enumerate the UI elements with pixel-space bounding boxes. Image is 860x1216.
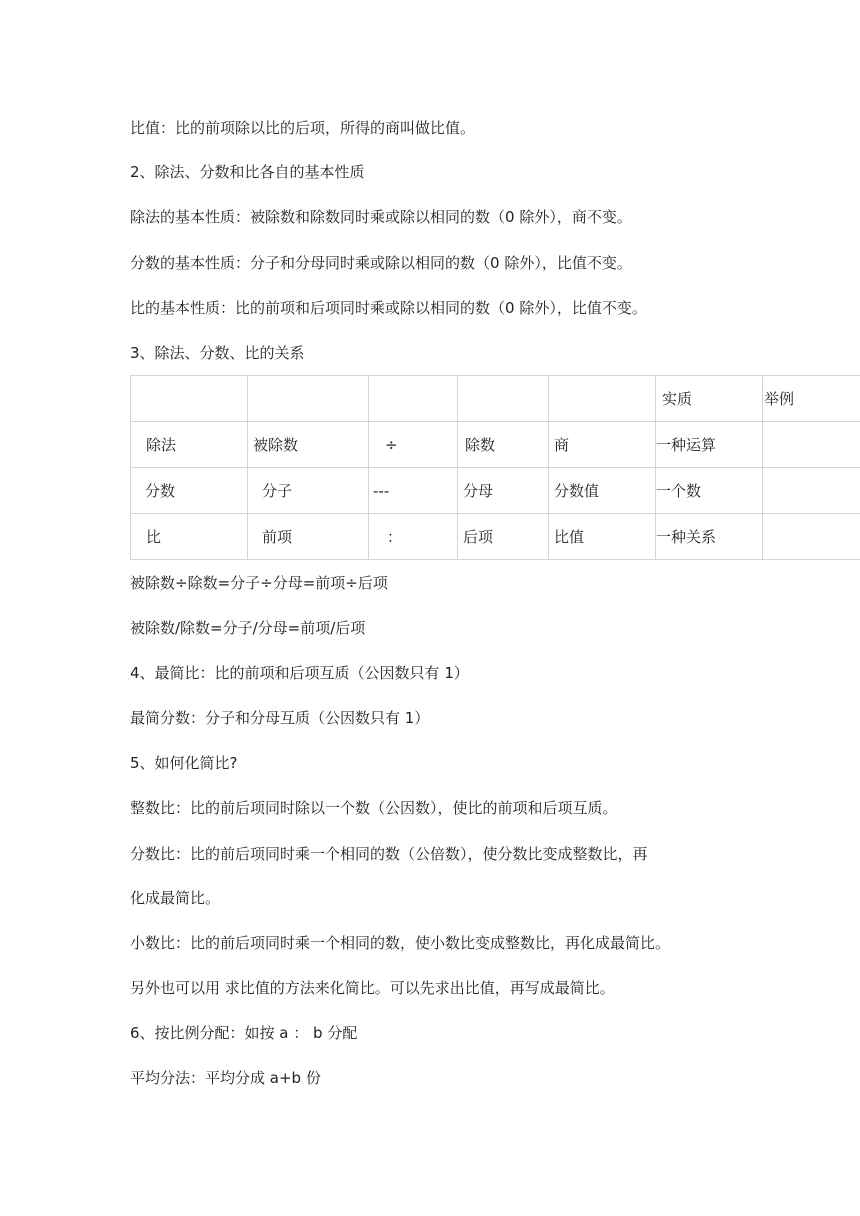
table-cell: --- xyxy=(369,468,458,514)
table-cell xyxy=(369,376,458,422)
table-row xyxy=(131,514,860,560)
paragraph-simplest-fraction: 最简分数：分子和分母互质（公因数只有 1） xyxy=(130,709,430,727)
table-row xyxy=(131,468,860,514)
table-cell: ÷ xyxy=(369,422,458,468)
paragraph-even-split: 平均分法：平均分成 a+b 份 xyxy=(130,1069,321,1087)
table-cell xyxy=(458,376,549,422)
paragraph-alternative-method: 另外也可以用 求比值的方法来化简比。可以先求出比值，再写成最简比。 xyxy=(130,979,615,997)
heading-proportional-distribution: 6、按比例分配：如按 a ： b 分配 xyxy=(130,1024,358,1042)
paragraph-ratio-value: 比值：比的前项除以比的后项，所得的商叫做比值。 xyxy=(130,119,476,137)
table-cell: 除法 xyxy=(131,422,248,468)
table-cell xyxy=(549,376,656,422)
table-cell: 分子 xyxy=(248,468,369,514)
table-cell: 比 xyxy=(131,514,248,560)
heading-simplest-ratio: 4、最简比：比的前项和后项互质（公因数只有 1） xyxy=(130,664,469,682)
table-cell: 除数 xyxy=(458,422,549,468)
table-cell: 后项 xyxy=(458,514,549,560)
heading-how-to-simplify: 5、如何化简比? xyxy=(130,754,238,772)
paragraph-ratio-property: 比的基本性质：比的前项和后项同时乘或除以相同的数（0 除外），比值不变。 xyxy=(130,299,647,317)
table-cell: 被除数 xyxy=(248,422,369,468)
table-cell: 前项 xyxy=(248,514,369,560)
table-cell: 一种关系 xyxy=(656,514,763,560)
formula-division: 被除数÷除数=分子÷分母=前项÷后项 xyxy=(130,574,388,592)
table-cell: 分数值 xyxy=(549,468,656,514)
paragraph-fraction-ratio-cont: 化成最简比。 xyxy=(130,889,221,907)
table-cell xyxy=(763,468,860,514)
paragraph-integer-ratio: 整数比：比的前后项同时除以一个数（公因数），使比的前项和后项互质。 xyxy=(130,799,618,817)
paragraph-fraction-ratio: 分数比：比的前后项同时乘一个相同的数（公倍数），使分数比变成整数比，再 xyxy=(130,845,648,863)
table-cell: 一种运算 xyxy=(656,422,763,468)
heading-basic-properties: 2、除法、分数和比各自的基本性质 xyxy=(130,163,365,181)
table-cell: 商 xyxy=(549,422,656,468)
paragraph-division-property: 除法的基本性质：被除数和除数同时乘或除以相同的数（0 除外），商不变。 xyxy=(130,208,632,226)
table-cell xyxy=(248,376,369,422)
table-header-row xyxy=(131,376,860,422)
table-header-example: 举例 xyxy=(763,376,860,422)
table-row xyxy=(131,422,860,468)
table-cell: 比值 xyxy=(549,514,656,560)
relationship-table xyxy=(130,375,860,560)
table-cell xyxy=(763,422,860,468)
table-cell: ： xyxy=(369,514,458,560)
table-cell: 分母 xyxy=(458,468,549,514)
formula-slash: 被除数/除数=分子/分母=前项/后项 xyxy=(130,619,366,637)
table-cell xyxy=(131,376,248,422)
paragraph-decimal-ratio: 小数比：比的前后项同时乘一个相同的数，使小数比变成整数比，再化成最简比。 xyxy=(130,934,671,952)
table-cell: 一个数 xyxy=(656,468,763,514)
table-cell xyxy=(763,514,860,560)
paragraph-fraction-property: 分数的基本性质：分子和分母同时乘或除以相同的数（0 除外），比值不变。 xyxy=(130,254,632,272)
heading-relationship: 3、除法、分数、比的关系 xyxy=(130,344,305,362)
table-cell: 分数 xyxy=(131,468,248,514)
table-header-essence: 实质 xyxy=(656,376,763,422)
